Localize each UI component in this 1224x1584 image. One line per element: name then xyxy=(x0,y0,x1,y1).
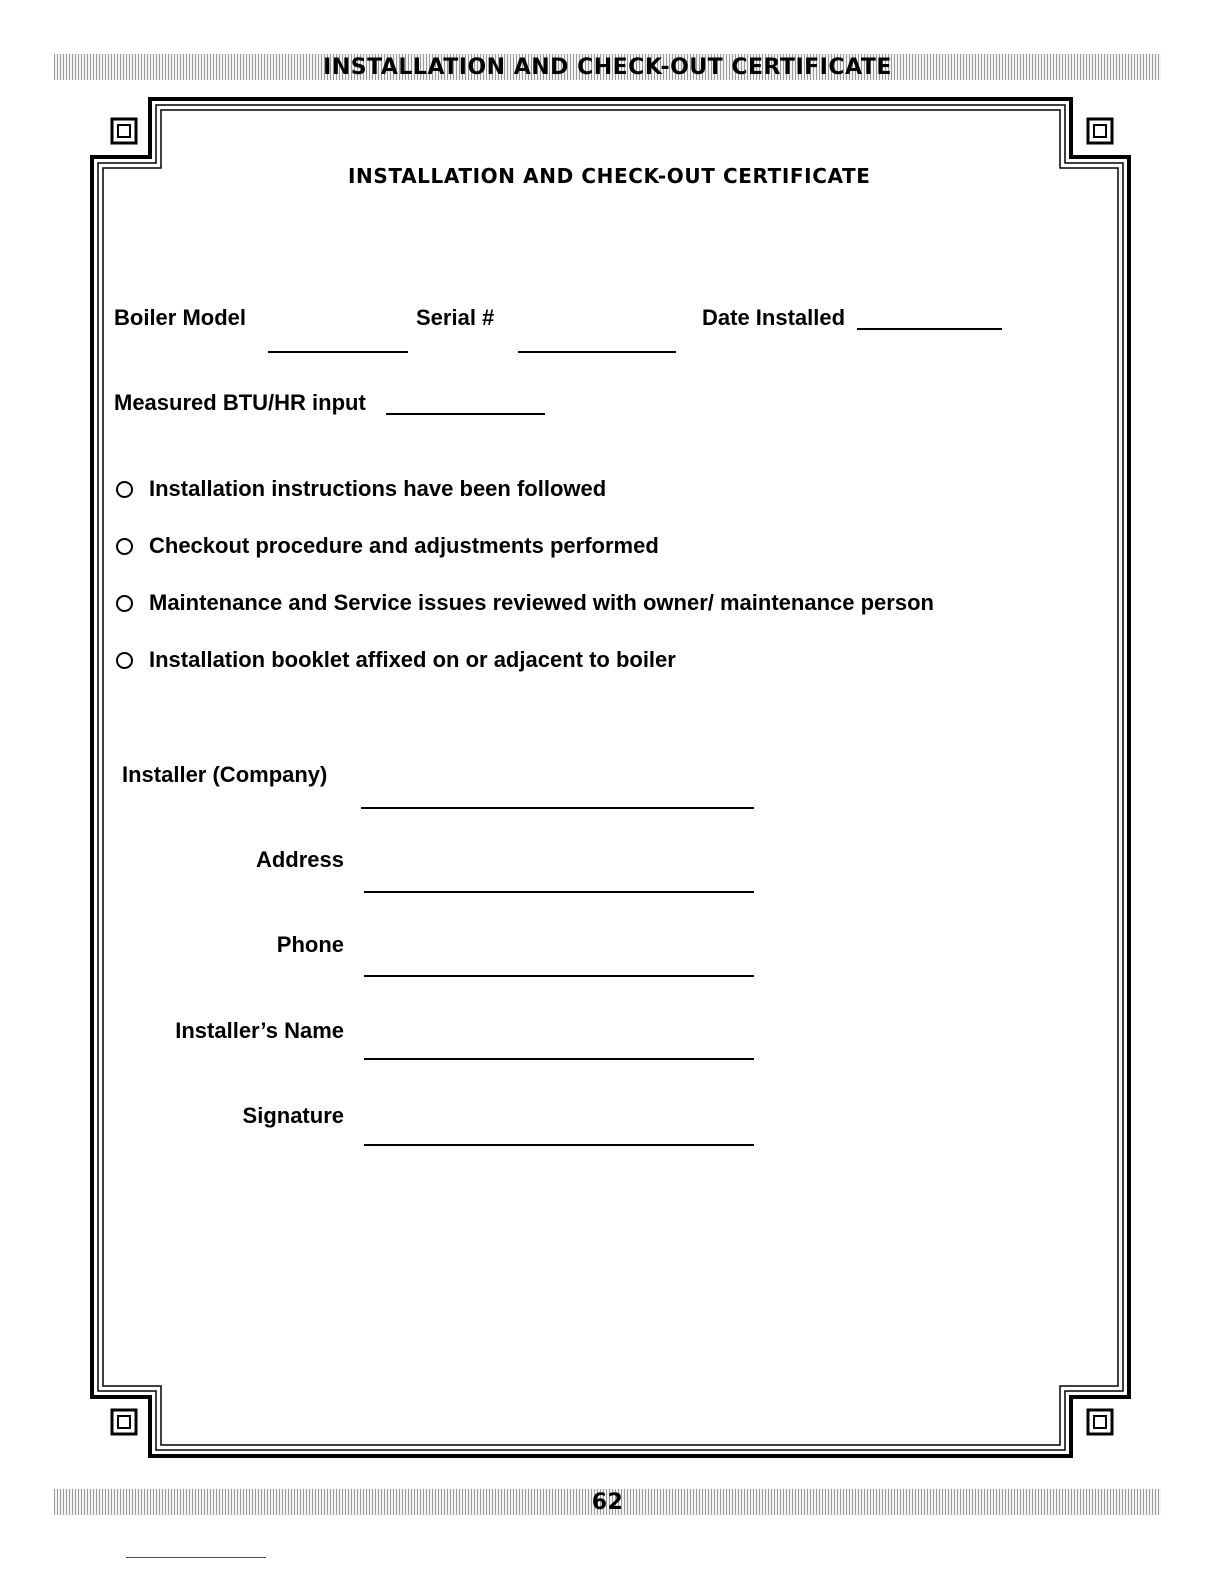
boiler-model-label: Boiler Model xyxy=(114,305,247,330)
installer-company-field[interactable] xyxy=(361,807,754,809)
address-label: Address xyxy=(255,847,344,872)
checklist-item-2: Checkout procedure and adjustments performed xyxy=(149,533,659,558)
footer-link-underline[interactable] xyxy=(126,1557,266,1558)
checklist-radio-3[interactable] xyxy=(116,595,133,612)
header-band-title: INSTALLATION AND CHECK-OUT CERTIFICATE xyxy=(323,54,892,80)
checklist-radio-4[interactable] xyxy=(116,652,133,669)
installer-name-label: Installer’s Name xyxy=(175,1018,344,1043)
checklist-item-3: Maintenance and Service issues reviewed with owner/ maintenance person xyxy=(149,590,934,615)
installer-name-field[interactable] xyxy=(364,1058,754,1060)
checklist-radio-2[interactable] xyxy=(116,538,133,555)
boiler-model-field[interactable] xyxy=(268,351,408,353)
serial-label: Serial # xyxy=(416,305,495,330)
checklist-radio-1[interactable] xyxy=(116,481,133,498)
signature-field[interactable] xyxy=(364,1144,754,1146)
signature-label: Signature xyxy=(242,1103,344,1128)
btu-input-field[interactable] xyxy=(386,413,545,415)
btu-input-label: Measured BTU/HR input xyxy=(114,390,366,415)
phone-label: Phone xyxy=(276,932,344,957)
checklist-item-1: Installation instructions have been followed xyxy=(149,476,607,501)
page-number: 62 xyxy=(591,1489,624,1515)
date-installed-label: Date Installed xyxy=(702,305,846,330)
serial-field[interactable] xyxy=(518,351,676,353)
phone-field[interactable] xyxy=(364,975,754,977)
footer-band xyxy=(54,1489,1161,1515)
installer-company-label: Installer (Company) xyxy=(122,762,328,787)
date-installed-field[interactable] xyxy=(857,328,1002,330)
checklist-item-4: Installation booklet affixed on or adjacent to boiler xyxy=(149,647,676,672)
address-field[interactable] xyxy=(364,891,754,893)
certificate-title: INSTALLATION AND CHECK-OUT CERTIFICATE xyxy=(348,164,871,188)
